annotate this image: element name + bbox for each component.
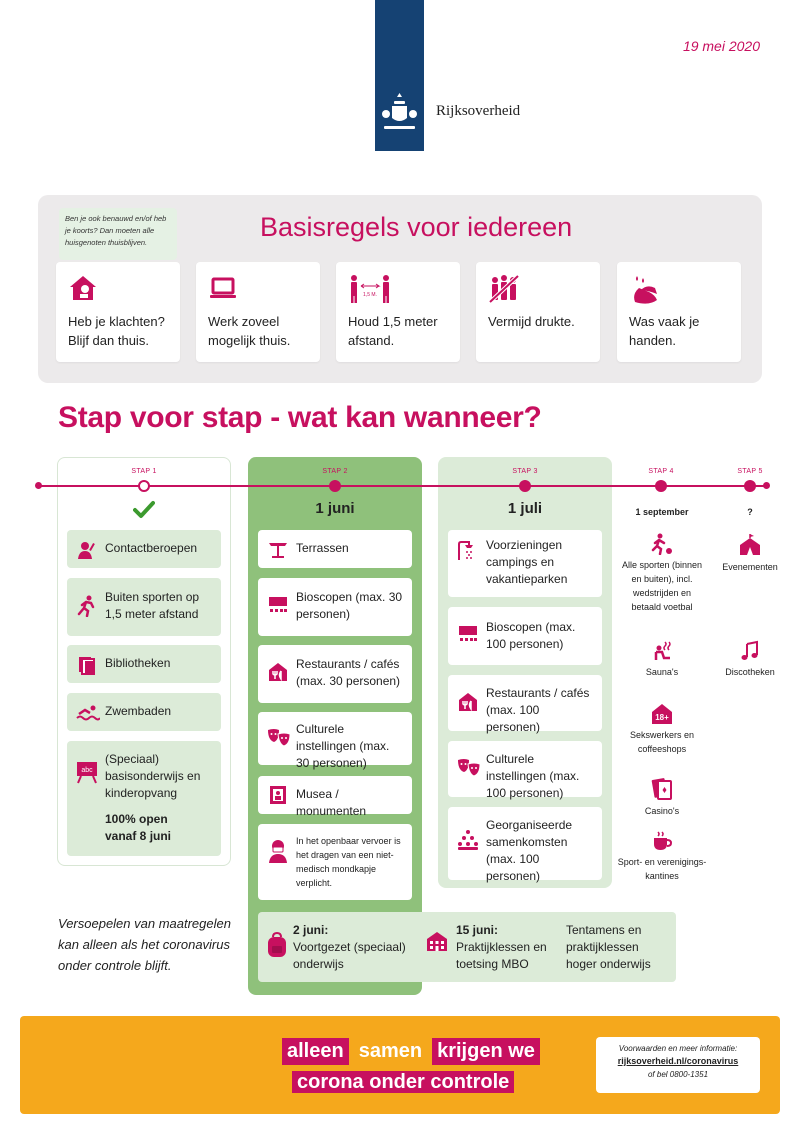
item-text: Sekswerkers en coffeeshops — [629, 730, 695, 754]
slogan-word: alleen — [282, 1038, 349, 1065]
rule-card-avoid-crowds — [476, 262, 600, 362]
timeline-dot-stap1 — [138, 480, 150, 492]
stap5-item — [715, 533, 785, 574]
stap1-card — [67, 530, 221, 568]
theater-masks-icon — [457, 757, 481, 779]
timeline-dot-stap5 — [744, 480, 756, 492]
checkmark-icon — [133, 500, 155, 525]
running-icon — [76, 595, 98, 617]
stap1-card — [67, 578, 221, 636]
item-text: Culturele instellingen (max. 30 personen) — [296, 722, 390, 770]
rule-text: Werk zoveel mogelijk thuis. — [208, 314, 291, 348]
laptop-icon — [208, 274, 238, 302]
stap2-card — [258, 578, 412, 636]
item-text: Buiten sporten op 1,5 meter afstand — [105, 590, 200, 621]
stap2-card — [258, 776, 412, 818]
item-text: Terrassen — [296, 541, 349, 555]
rule-card-wash-hands — [617, 262, 741, 362]
info-link[interactable]: rijksoverheid.nl/coronavirus — [617, 1056, 739, 1066]
stap1-card — [67, 645, 221, 683]
timeline-end-dot — [763, 482, 770, 489]
rule-card-stay-home — [56, 262, 180, 362]
stap5-item — [715, 640, 785, 679]
item-text: In het openbaar vervoer is het dragen van een niet-medisch mondkapje verplicht. — [296, 836, 401, 888]
gathering-icon — [457, 829, 479, 851]
stap2-card — [258, 712, 412, 770]
item-text: Bibliotheken — [105, 656, 171, 670]
crowd-icon — [488, 274, 520, 304]
info-phone: of bel 0800-1351 — [647, 1070, 709, 1079]
school-board-icon — [76, 760, 98, 784]
stap2-label: STAP 2 — [322, 468, 348, 475]
item-text: Alle sporten (binnen en buiten), incl. wedstrijden en betaald voetbal — [621, 560, 703, 612]
item-text: Musea / monumenten — [296, 787, 367, 818]
coffee-cup-icon — [617, 830, 707, 852]
item-text: Georganiseerde samenkomsten (max. 100 personen) — [486, 818, 573, 883]
eighteen-plus-icon — [617, 703, 707, 725]
stap3-label: STAP 3 — [512, 468, 538, 475]
eighteen-plus-badge: 18+ — [655, 713, 669, 722]
edu-text: Praktijklessen en toetsing MBO — [456, 940, 547, 971]
item-text: Bioscopen (max. 100 personen) — [486, 620, 576, 651]
item-text: Evenementen — [722, 562, 778, 572]
books-icon — [76, 654, 98, 676]
swimming-icon — [76, 702, 100, 724]
contact-professions-icon — [76, 539, 98, 561]
item-text: Casino's — [644, 806, 680, 816]
stap3-card — [448, 741, 602, 800]
stap2-card — [258, 530, 412, 568]
slogan-word: samen — [354, 1038, 427, 1065]
education-box — [258, 912, 676, 982]
info-box — [596, 1037, 760, 1093]
item-text: Restaurants / cafés (max. 100 personen) — [486, 686, 590, 734]
slogan-line-1 — [282, 1038, 540, 1065]
cards-icon — [617, 777, 707, 801]
restaurant-icon — [267, 661, 289, 683]
school-building-icon — [426, 930, 448, 957]
stap3-card — [448, 807, 602, 883]
item-text: Sauna's — [645, 667, 679, 677]
versoepel-note: Versoepelen van maatregelen kan alleen als het coronavirus onder controle blijft. — [58, 916, 231, 973]
slogan-word: krijgen we — [432, 1038, 540, 1065]
edu-date: 15 juni: — [456, 923, 499, 937]
timeline-start-dot — [35, 482, 42, 489]
rule-text: Houd 1,5 meter afstand. — [348, 314, 438, 348]
sauna-icon — [617, 640, 707, 662]
football-icon — [617, 533, 707, 555]
stap3-card — [448, 530, 602, 597]
item-text: Bioscopen (max. 30 personen) — [296, 590, 403, 621]
stap5-label: STAP 5 — [737, 468, 763, 475]
edu-text: Voortgezet (speciaal) onderwijs — [293, 940, 406, 971]
stap2-card — [258, 645, 412, 703]
timeline-dot-stap2 — [329, 480, 341, 492]
rule-text: Heb je klachten? Blijf dan thuis. — [68, 314, 165, 348]
cinema-icon — [457, 624, 479, 644]
stap1-card — [67, 693, 221, 731]
item-extra: 100% open vanaf 8 juni — [105, 812, 172, 843]
museum-icon — [267, 784, 289, 806]
edu-date: 2 juni: — [293, 923, 329, 937]
stap3-card — [448, 607, 602, 665]
stap2-date: 1 juni — [315, 500, 355, 517]
item-text: Restaurants / cafés (max. 30 personen) — [296, 657, 401, 688]
stap4-item — [617, 777, 707, 818]
circus-tent-icon — [715, 533, 785, 557]
basisregels-title: Basisregels voor iedereen — [260, 212, 573, 242]
edu-text: Tentamens en praktijklessen hoger onderwijs — [566, 923, 651, 971]
item-text: Voorzieningen campings en vakantieparken — [486, 538, 568, 586]
stap2-card — [258, 824, 412, 900]
rule-text: Vermijd drukte. — [488, 314, 575, 329]
stap4-label: STAP 4 — [648, 468, 674, 475]
restaurant-icon — [457, 691, 479, 713]
stap1-label: STAP 1 — [131, 468, 157, 475]
backpack-icon — [266, 932, 288, 963]
stap3-date: 1 juli — [507, 500, 543, 517]
publication-date: 19 mei 2020 — [682, 38, 760, 54]
brand-name: Rijksoverheid — [436, 103, 521, 119]
info-label: Voorwaarden en meer informatie: — [618, 1044, 738, 1053]
stap4-date: 1 september — [635, 507, 689, 517]
stap5-date: ? — [747, 507, 753, 517]
face-mask-icon — [267, 838, 289, 864]
stap3-card — [448, 675, 602, 734]
rule-text: Was vaak je handen. — [629, 314, 700, 348]
item-text: Sport- en verenigings-kantines — [617, 857, 707, 881]
wash-hands-icon — [629, 274, 661, 306]
timeline-dot-stap4 — [655, 480, 667, 492]
rule-card-work-home — [196, 262, 320, 362]
slogan-line-2 — [292, 1069, 514, 1096]
stap4-item — [617, 703, 707, 756]
item-text: Culturele instellingen (max. 100 personen) — [486, 752, 580, 800]
symptom-note: Ben je ook benauwd en/of heb je koorts? Dan moeten alle huisgenoten thuisblijven. — [59, 208, 177, 260]
music-note-icon — [715, 640, 785, 662]
distance-badge: 1,5 M. — [363, 292, 377, 298]
rule-card-distance — [336, 262, 460, 362]
coat-of-arms-icon — [375, 0, 424, 151]
slogan-word: corona onder controle — [292, 1071, 514, 1093]
theater-masks-icon — [267, 727, 291, 749]
stap4-item — [617, 830, 707, 883]
shower-icon — [457, 540, 479, 562]
terrace-icon — [267, 538, 289, 560]
item-text: Discotheken — [725, 667, 775, 677]
stap4-item — [617, 640, 707, 679]
timeline-dot-stap3 — [519, 480, 531, 492]
stap1-card-onderwijs — [67, 741, 221, 856]
stap4-item — [617, 533, 707, 614]
item-text: Zwembaden — [105, 704, 172, 718]
distance-icon — [348, 274, 392, 304]
school-board-badge: abc — [81, 767, 93, 774]
cinema-icon — [267, 595, 289, 615]
item-text: Contactberoepen — [105, 541, 198, 555]
rijksoverheid-logo-bar — [375, 0, 424, 151]
main-title: Stap voor stap - wat kan wanneer? — [58, 401, 542, 434]
house-icon — [68, 274, 98, 302]
item-text: (Speciaal) basisonderwijs en kinderopvang — [105, 752, 201, 800]
